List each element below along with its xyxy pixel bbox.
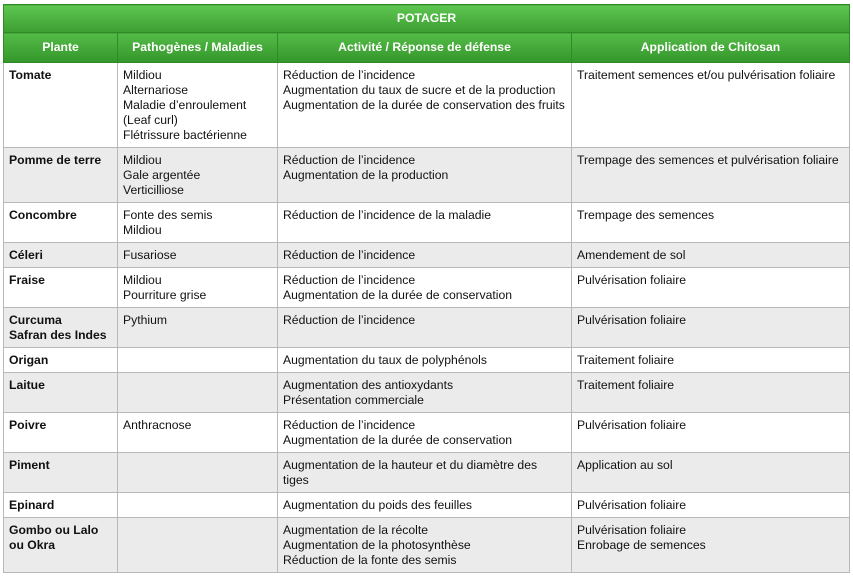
cell-pathogenes xyxy=(118,413,278,453)
cell-application-line: Enrobage de semences xyxy=(577,538,706,552)
cell-plante-line: Poivre xyxy=(9,418,47,432)
cell-pathogenes-line: Pourriture grise xyxy=(123,288,207,302)
cell-activite-line: Augmentation de la photosynthèse xyxy=(283,538,471,552)
cell-application-line: Pulvérisation foliaire xyxy=(577,273,687,287)
cell-plante xyxy=(4,373,118,413)
cell-application xyxy=(572,243,850,268)
header-pathogenes: Pathogènes / Maladies xyxy=(118,33,278,63)
cell-plante-line: Céleri xyxy=(9,248,43,262)
cell-application-line: Application au sol xyxy=(577,458,673,472)
cell-plante xyxy=(4,203,118,243)
cell-plante xyxy=(4,493,118,518)
cell-application xyxy=(572,518,850,573)
cell-pathogenes xyxy=(118,453,278,493)
table-row xyxy=(4,308,850,348)
cell-activite-line: Réduction de la fonte des semis xyxy=(283,553,457,567)
cell-activite xyxy=(278,308,572,348)
cell-plante xyxy=(4,518,118,573)
cell-pathogenes xyxy=(118,308,278,348)
cell-application-line: Pulvérisation foliaire xyxy=(577,523,687,537)
table-title: POTAGER xyxy=(4,5,850,33)
cell-plante-line: Pomme de terre xyxy=(9,153,102,167)
cell-activite xyxy=(278,348,572,373)
cell-activite-line: Réduction de l’incidence de la maladie xyxy=(283,208,491,222)
cell-pathogenes xyxy=(118,518,278,573)
header-row xyxy=(4,33,850,63)
cell-activite-line: Augmentation de la durée de conservation xyxy=(283,288,513,302)
table-row xyxy=(4,63,850,148)
table-row xyxy=(4,148,850,203)
cell-pathogenes xyxy=(118,243,278,268)
cell-activite xyxy=(278,493,572,518)
cell-plante xyxy=(4,348,118,373)
cell-plante-line: Laitue xyxy=(9,378,45,392)
cell-pathogenes xyxy=(118,348,278,373)
header-plante: Plante xyxy=(4,33,118,63)
table-row xyxy=(4,518,850,573)
cell-plante-line: Curcuma xyxy=(9,313,62,327)
table-row xyxy=(4,203,850,243)
cell-application xyxy=(572,413,850,453)
cell-activite-line: Réduction de l’incidence xyxy=(283,313,416,327)
header-application: Application de Chitosan xyxy=(572,33,850,63)
cell-application-line: Traitement foliaire xyxy=(577,378,675,392)
cell-activite xyxy=(278,373,572,413)
table-row xyxy=(4,243,850,268)
cell-application xyxy=(572,453,850,493)
cell-application-line: Trempage des semences et pulvérisation foliaire xyxy=(577,153,839,167)
cell-pathogenes-line: Mildiou xyxy=(123,273,162,287)
cell-pathogenes-line: (Leaf curl) xyxy=(123,113,178,127)
cell-application-line: Traitement semences et/ou pulvérisation foliaire xyxy=(577,68,836,82)
cell-pathogenes-line: Maladie d’enroulement xyxy=(123,98,247,112)
table-row xyxy=(4,493,850,518)
cell-pathogenes-line: Fusariose xyxy=(123,248,177,262)
cell-pathogenes-line: Mildiou xyxy=(123,223,162,237)
cell-activite-line: Présentation commerciale xyxy=(283,393,424,407)
cell-pathogenes xyxy=(118,148,278,203)
table-row xyxy=(4,373,850,413)
cell-activite-line: Réduction de l’incidence xyxy=(283,68,416,82)
cell-activite-line: Réduction de l’incidence xyxy=(283,248,416,262)
cell-activite-line: Augmentation de la production xyxy=(283,168,449,182)
cell-activite-line: Augmentation de la durée de conservation des fruits xyxy=(283,98,565,112)
cell-pathogenes xyxy=(118,493,278,518)
cell-pathogenes xyxy=(118,373,278,413)
cell-activite xyxy=(278,268,572,308)
cell-pathogenes-line: Mildiou xyxy=(123,68,162,82)
cell-pathogenes-line: Mildiou xyxy=(123,153,162,167)
potager-table xyxy=(3,4,850,573)
table-body xyxy=(4,63,850,573)
cell-application-line: Traitement foliaire xyxy=(577,353,675,367)
cell-activite xyxy=(278,203,572,243)
cell-plante xyxy=(4,243,118,268)
table-row xyxy=(4,268,850,308)
cell-pathogenes-line: Flétrissure bactérienne xyxy=(123,128,247,142)
cell-application-line: Pulvérisation foliaire xyxy=(577,313,687,327)
table-row xyxy=(4,413,850,453)
cell-pathogenes-line: Gale argentée xyxy=(123,168,201,182)
cell-activite-line: Augmentation de la récolte xyxy=(283,523,428,537)
cell-application-line: Amendement de sol xyxy=(577,248,686,262)
cell-activite xyxy=(278,453,572,493)
cell-application xyxy=(572,203,850,243)
cell-application xyxy=(572,268,850,308)
table-row xyxy=(4,453,850,493)
title-row xyxy=(4,5,850,33)
cell-pathogenes xyxy=(118,268,278,308)
cell-plante xyxy=(4,413,118,453)
cell-activite-line: Augmentation des antioxydants xyxy=(283,378,454,392)
cell-plante xyxy=(4,308,118,348)
cell-pathogenes-line: Fonte des semis xyxy=(123,208,213,222)
cell-pathogenes-line: Verticilliose xyxy=(123,183,184,197)
cell-pathogenes-line: Anthracnose xyxy=(123,418,192,432)
table-row xyxy=(4,348,850,373)
cell-pathogenes xyxy=(118,203,278,243)
cell-activite-line: Augmentation du taux de sucre et de la production xyxy=(283,83,556,97)
cell-application xyxy=(572,373,850,413)
cell-plante xyxy=(4,453,118,493)
header-activite: Activité / Réponse de défense xyxy=(278,33,572,63)
cell-activite-line: Augmentation du poids des feuilles xyxy=(283,498,473,512)
cell-plante-line: Tomate xyxy=(9,68,52,82)
cell-pathogenes-line: Pythium xyxy=(123,313,168,327)
cell-plante-line: Safran des Indes xyxy=(9,328,107,342)
cell-plante-line: Epinard xyxy=(9,498,55,512)
cell-plante-line: Fraise xyxy=(9,273,45,287)
cell-pathogenes-line: Alternariose xyxy=(123,83,189,97)
cell-application xyxy=(572,63,850,148)
cell-application xyxy=(572,493,850,518)
cell-application xyxy=(572,308,850,348)
cell-activite-line: Réduction de l’incidence xyxy=(283,418,416,432)
cell-application xyxy=(572,148,850,203)
cell-activite xyxy=(278,63,572,148)
cell-activite-line: Augmentation du taux de polyphénols xyxy=(283,353,487,367)
cell-activite xyxy=(278,148,572,203)
potager-table-container xyxy=(3,4,849,573)
cell-plante-line: Concombre xyxy=(9,208,77,222)
cell-plante-line: Piment xyxy=(9,458,50,472)
cell-activite xyxy=(278,243,572,268)
cell-activite-line: Augmentation de la hauteur et du diamètre des tiges xyxy=(283,458,538,487)
cell-plante-line: Gombo ou Lalo ou Okra xyxy=(9,523,99,552)
cell-application-line: Pulvérisation foliaire xyxy=(577,498,687,512)
cell-pathogenes xyxy=(118,63,278,148)
cell-activite xyxy=(278,518,572,573)
cell-activite-line: Augmentation de la durée de conservation xyxy=(283,433,513,447)
cell-plante xyxy=(4,268,118,308)
cell-application xyxy=(572,348,850,373)
cell-plante xyxy=(4,148,118,203)
cell-activite xyxy=(278,413,572,453)
cell-plante xyxy=(4,63,118,148)
cell-application-line: Pulvérisation foliaire xyxy=(577,418,687,432)
cell-plante-line: Origan xyxy=(9,353,49,367)
cell-application-line: Trempage des semences xyxy=(577,208,715,222)
cell-activite-line: Réduction de l’incidence xyxy=(283,153,416,167)
cell-activite-line: Réduction de l’incidence xyxy=(283,273,416,287)
